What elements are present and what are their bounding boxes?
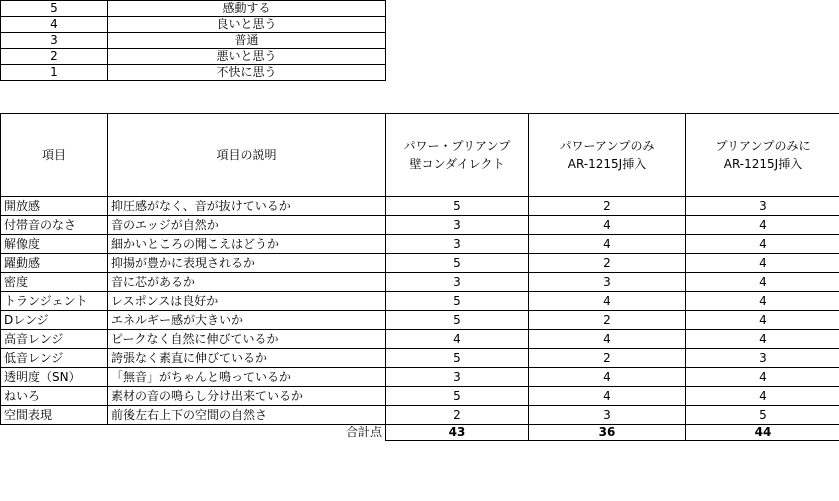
table-row [1,330,839,349]
legend-score: 2 [1,49,108,65]
row-score-1: 5 [386,387,529,406]
row-score-2: 4 [529,330,686,349]
score-legend-table [0,0,386,81]
row-score-1: 5 [386,254,529,273]
row-score-1: 5 [386,197,529,216]
total-score-1: 43 [386,425,529,441]
row-item: ねいろ [1,387,108,406]
row-score-1: 3 [386,235,529,254]
legend-row [1,17,386,33]
header-config-1-line1: パワー・プリアンプ [403,139,511,153]
header-description: 項目の説明 [108,114,386,197]
legend-label: 良いと思う [108,17,386,33]
row-description: 抑揚が豊かに表現されるか [108,254,386,273]
row-score-1: 3 [386,368,529,387]
row-score-2: 4 [529,216,686,235]
row-score-2: 2 [529,254,686,273]
header-config-3 [686,114,839,197]
legend-score: 4 [1,17,108,33]
row-item: 躍動感 [1,254,108,273]
row-item: 解像度 [1,235,108,254]
row-description: 音に芯があるか [108,273,386,292]
row-description: エネルギー感が大きいか [108,311,386,330]
row-score-1: 3 [386,273,529,292]
row-score-2: 4 [529,292,686,311]
row-description: ピークなく自然に伸びているか [108,330,386,349]
header-item: 項目 [1,114,108,197]
row-description: 音のエッジが自然か [108,216,386,235]
row-score-2: 3 [529,273,686,292]
table-row [1,406,839,425]
row-description: 前後左右上下の空間の自然さ [108,406,386,425]
row-score-3: 4 [686,311,839,330]
table-row [1,254,839,273]
table-row [1,292,839,311]
table-row [1,273,839,292]
row-score-2: 4 [529,387,686,406]
row-description: 「無音」がちゃんと鳴っているか [108,368,386,387]
total-score-3: 44 [686,425,839,441]
row-score-3: 5 [686,406,839,425]
table-row [1,235,839,254]
row-description: 細かいところの聞こえはどうか [108,235,386,254]
row-score-3: 3 [686,349,839,368]
row-score-3: 3 [686,197,839,216]
row-score-2: 4 [529,368,686,387]
evaluation-body [1,114,839,441]
header-config-2-line2: AR-1215J挿入 [567,157,647,171]
row-score-3: 4 [686,368,839,387]
header-config-2 [529,114,686,197]
row-score-2: 4 [529,235,686,254]
row-item: 空間表現 [1,406,108,425]
row-score-2: 2 [529,349,686,368]
legend-score: 1 [1,65,108,81]
row-description: 素材の音の鳴らし分け出来ているか [108,387,386,406]
row-description: 抑圧感がなく、音が抜けているか [108,197,386,216]
row-item: 密度 [1,273,108,292]
legend-body [1,1,386,81]
evaluation-table [0,113,839,441]
row-item: Dレンジ [1,311,108,330]
row-score-3: 4 [686,254,839,273]
legend-row [1,1,386,17]
legend-row [1,65,386,81]
legend-label: 普通 [108,33,386,49]
table-row [1,311,839,330]
row-item: 開放感 [1,197,108,216]
row-description: レスポンスは良好か [108,292,386,311]
row-score-1: 5 [386,349,529,368]
row-score-1: 5 [386,311,529,330]
header-config-1-line2: 壁コンダイレクト [409,157,505,171]
row-score-1: 5 [386,292,529,311]
row-score-3: 4 [686,216,839,235]
row-score-1: 2 [386,406,529,425]
header-config-3-line2: AR-1215J挿入 [723,157,803,171]
header-config-1 [386,114,529,197]
total-label: 合計点 [108,425,386,441]
header-config-2-line1: パワーアンプのみ [559,139,655,153]
row-item: トランジェント [1,292,108,311]
legend-label: 悪いと思う [108,49,386,65]
total-row [1,425,839,441]
header-row [1,114,839,197]
row-item: 付帯音のなさ [1,216,108,235]
row-score-2: 2 [529,197,686,216]
row-score-3: 4 [686,387,839,406]
row-score-3: 4 [686,235,839,254]
row-item: 高音レンジ [1,330,108,349]
table-row [1,216,839,235]
legend-label: 感動する [108,1,386,17]
table-row [1,197,839,216]
header-config-3-line1: プリアンプのみに [715,139,811,153]
row-score-1: 4 [386,330,529,349]
row-item: 低音レンジ [1,349,108,368]
legend-row [1,49,386,65]
legend-score: 3 [1,33,108,49]
legend-row [1,33,386,49]
row-description: 誇張なく素直に伸びているか [108,349,386,368]
table-row [1,387,839,406]
row-score-3: 4 [686,292,839,311]
row-score-3: 4 [686,273,839,292]
table-row [1,368,839,387]
legend-label: 不快に思う [108,65,386,81]
total-score-2: 36 [529,425,686,441]
row-score-2: 3 [529,406,686,425]
table-row [1,349,839,368]
legend-score: 5 [1,1,108,17]
row-score-1: 3 [386,216,529,235]
row-item: 透明度（SN） [1,368,108,387]
row-score-3: 4 [686,330,839,349]
row-score-2: 2 [529,311,686,330]
total-spacer [1,425,108,441]
